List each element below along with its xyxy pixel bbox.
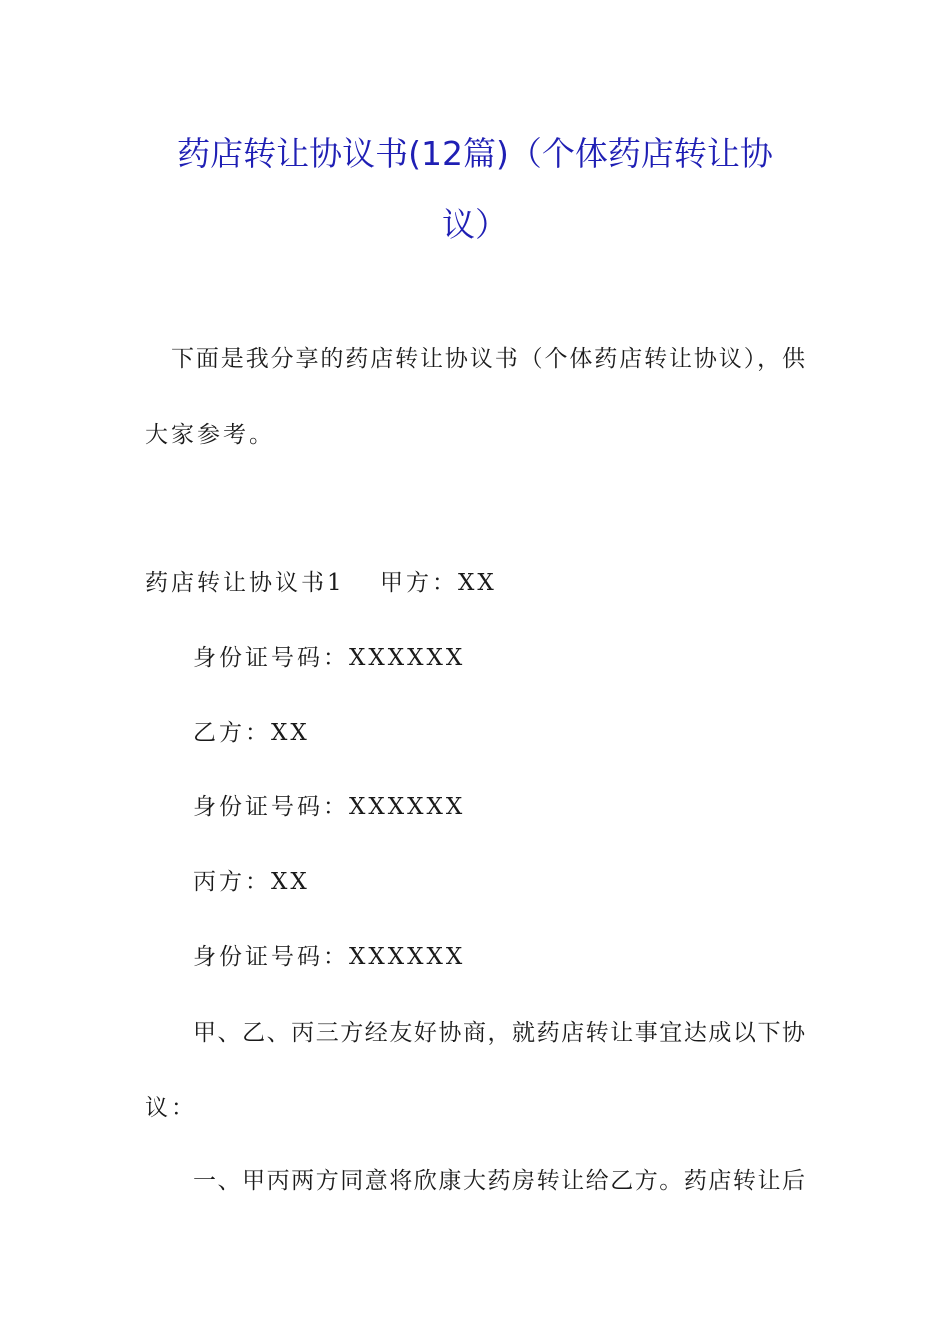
party-a-id: 身份证号码：XXXXXX xyxy=(193,645,466,671)
party-c: 丙方：XX xyxy=(193,869,310,895)
party-b-id: 身份证号码：XXXXXX xyxy=(193,794,466,820)
section-heading: 药店转让协议书1 xyxy=(145,570,345,596)
agreement-paragraph-line-2: 议： xyxy=(145,1095,197,1121)
document-title-line-1: 药店转让协议书(12篇)（个体药店转让协 xyxy=(177,134,773,173)
intro-paragraph-line-2: 大家参考。 xyxy=(145,422,275,448)
party-c-id: 身份证号码：XXXXXX xyxy=(193,944,466,970)
clause-1-line-1: 一、甲丙两方同意将欣康大药房转让给乙方。药店转让后 xyxy=(193,1168,805,1194)
document-title-line-2: 议） xyxy=(442,205,508,244)
party-a: 甲方：XX xyxy=(380,570,497,596)
intro-paragraph-line-1: 下面是我分享的药店转让协议书（个体药店转让协议），供 xyxy=(171,346,805,372)
party-b: 乙方：XX xyxy=(193,720,310,746)
agreement-paragraph-line-1: 甲、乙、丙三方经友好协商，就药店转让事宜达成以下协 xyxy=(193,1020,805,1046)
